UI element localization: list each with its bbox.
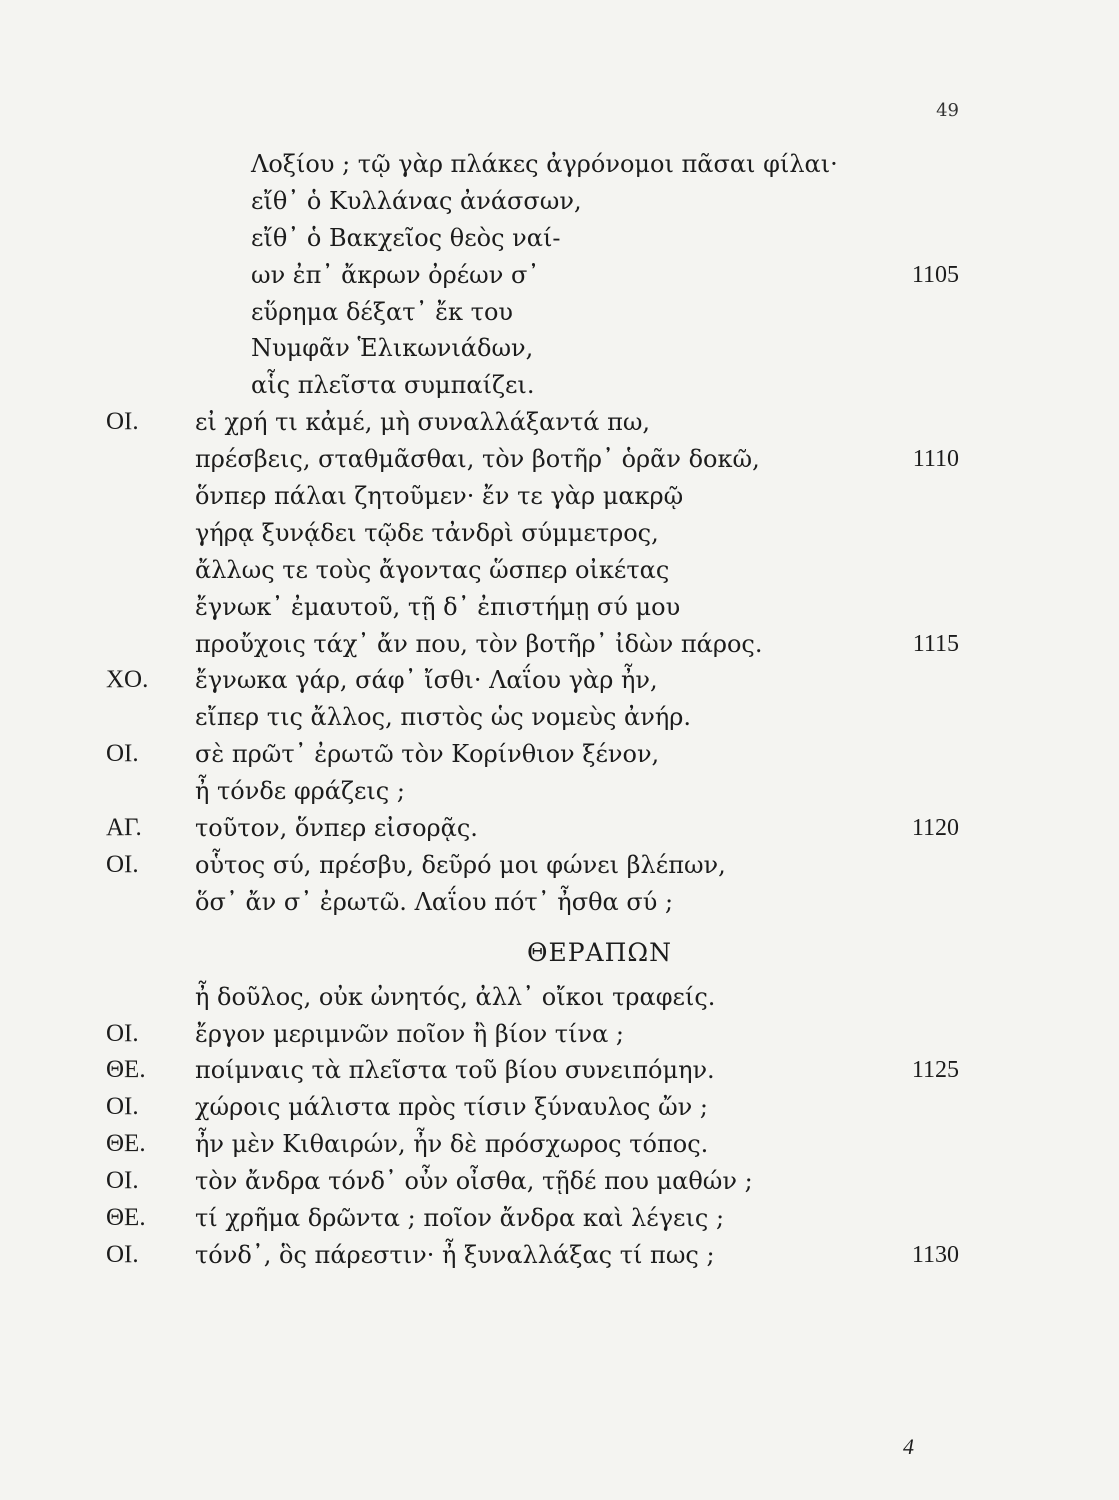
verse-line <box>0 367 1119 404</box>
line-number: 1110 <box>912 446 959 473</box>
verse-line <box>0 773 1119 810</box>
verse-line <box>0 257 1119 294</box>
lyric-block <box>0 146 1119 404</box>
verse-line <box>0 1126 1119 1163</box>
verse-text: εὕρημα δέξατ᾽ ἔκ του <box>251 297 513 326</box>
verse-line <box>0 847 1119 884</box>
verse-line <box>0 183 1119 220</box>
speaker-label: ΟΙ. <box>106 1240 139 1268</box>
verse-text: αἷς πλεῖστα συμπαίζει. <box>251 371 535 400</box>
verse-text: προὔχοις τάχ᾽ ἄν που, τὸν βοτῆρ᾽ ἰδὼν πάρος. <box>195 629 763 658</box>
speaker-label: ΟΙ. <box>106 1019 139 1047</box>
verse-text: ἔργον μεριμνῶν ποῖον ἢ βίον τίνα ; <box>195 1019 624 1048</box>
verse-text: ὅνπερ πάλαι ζητοῦμεν· ἔν τε γὰρ μακρῷ <box>195 482 684 511</box>
line-number: 1105 <box>911 261 959 288</box>
verse-line <box>0 404 1119 441</box>
verse-text: γήρᾳ ξυνᾴδει τῷδε τἀνδρὶ σύμμετρος, <box>195 518 659 547</box>
verse-line <box>0 979 1119 1016</box>
verse-line <box>0 1052 1119 1089</box>
verse-text: Νυμφᾶν Ἑλικωνιάδων, <box>251 334 534 363</box>
verse-line <box>0 515 1119 552</box>
verse-line <box>0 478 1119 515</box>
dialogue-block <box>0 404 1119 920</box>
line-number: 1115 <box>912 630 959 657</box>
verse-line <box>0 699 1119 736</box>
verse-text: ἦ δοῦλος, οὐκ ὠνητός, ἀλλ᾽ οἴκοι τραφείς. <box>195 982 716 1011</box>
verse-text: εἰ χρή τι κἀμέ, μὴ συναλλάξαντά πω, <box>195 408 651 437</box>
verse-text: ων ἐπ᾽ ἄκρων ὀρέων σ᾽ <box>251 260 540 289</box>
verse-text: ἔγνωκ᾽ ἐμαυτοῦ, τῇ δ᾽ ἐπιστήμῃ σύ μου <box>195 592 681 621</box>
line-number: 1130 <box>911 1241 959 1268</box>
speaker-label: ΑΓ. <box>106 814 142 842</box>
page-number: 49 <box>936 100 959 121</box>
verse-line <box>0 294 1119 331</box>
verse-text: ἔγνωκα γάρ, σάφ᾽ ἴσθι· Λαΐου γὰρ ἦν, <box>195 666 658 695</box>
verse-text: τί χρῆμα δρῶντα ; ποῖον ἄνδρα καὶ λέγεις ; <box>195 1204 725 1233</box>
verse-line <box>0 736 1119 773</box>
verse-line <box>0 1237 1119 1274</box>
verse-text: εἴπερ τις ἄλλος, πιστὸς ὡς νομεὺς ἀνήρ. <box>195 703 691 732</box>
verse-line <box>0 220 1119 257</box>
verse-text: τοῦτον, ὅνπερ εἰσορᾷς. <box>195 814 478 843</box>
verse-line <box>0 589 1119 626</box>
speaker-label: ΘΕ. <box>106 1204 146 1232</box>
speaker-label: ΧΟ. <box>106 666 149 694</box>
verse-line <box>0 1089 1119 1126</box>
verse-line <box>0 552 1119 589</box>
verse-text: ἦν μὲν Κιθαιρών, ἦν δὲ πρόσχωρος τόπος. <box>195 1130 709 1159</box>
character-heading: ΘΕΡΑΠΩΝ <box>526 937 673 967</box>
speaker-label: ΟΙ. <box>106 408 139 436</box>
verse-line <box>0 441 1119 478</box>
verse-line <box>0 884 1119 921</box>
verse-line <box>0 1163 1119 1200</box>
verse-text: εἴθ᾽ ὁ Κυλλάνας ἀνάσσων, <box>251 186 582 215</box>
verse-text: ἄλλως τε τοὺς ἄγοντας ὥσπερ οἰκέτας <box>195 555 670 584</box>
verse-text: τὸν ἄνδρα τόνδ᾽ οὖν οἶσθα, τῇδέ που μαθών ; <box>195 1167 753 1196</box>
speaker-label: ΘΕ. <box>106 1130 146 1158</box>
verse-text: πρέσβεις, σταθμᾶσθαι, τὸν βοτῆρ᾽ ὁρᾶν δοκῶ, <box>195 445 760 474</box>
verse-text: οὗτος σύ, πρέσβυ, δεῦρό μοι φώνει βλέπων, <box>195 850 726 879</box>
verse-line <box>0 330 1119 367</box>
text-body <box>0 146 1119 1274</box>
speaker-label: ΟΙ. <box>106 850 139 878</box>
speaker-label: ΟΙ. <box>106 1093 139 1121</box>
verse-line <box>0 810 1119 847</box>
verse-text: τόνδ᾽, ὃς πάρεστιν· ἦ ξυναλλάξας τί πως ; <box>195 1240 715 1269</box>
speaker-label: ΟΙ. <box>106 740 139 768</box>
dialogue-block-2 <box>0 979 1119 1274</box>
verse-line <box>0 1200 1119 1237</box>
speaker-label: ΘΕ. <box>106 1056 146 1084</box>
verse-text: ὅσ᾽ ἄν σ᾽ ἐρωτῶ. Λαΐου πότ᾽ ἦσθα σύ ; <box>195 887 674 916</box>
verse-text: Λοξίου ; τῷ γὰρ πλάκες ἀγρόνομοι πᾶσαι φίλαι· <box>251 150 838 178</box>
verse-line <box>0 146 1119 183</box>
speaker-label: ΟΙ. <box>106 1167 139 1195</box>
verse-line <box>0 662 1119 699</box>
verse-text: σὲ πρῶτ᾽ ἐρωτῶ τὸν Κορίνθιον ξένον, <box>195 740 660 769</box>
verse-text: εἴθ᾽ ὁ Βακχεῖος θεὸς ναί- <box>251 223 561 252</box>
verse-line <box>0 626 1119 663</box>
signature-mark: 4 <box>903 1434 914 1459</box>
verse-text: ἦ τόνδε φράζεις ; <box>195 777 405 806</box>
line-number: 1125 <box>911 1057 959 1084</box>
verse-text: χώροις μάλιστα πρὸς τίσιν ξύναυλος ὤν ; <box>195 1093 708 1122</box>
verse-line <box>0 1016 1119 1053</box>
verse-text: ποίμναις τὰ πλεῖστα τοῦ βίου συνειπόμην. <box>195 1056 715 1085</box>
line-number: 1120 <box>911 815 959 842</box>
